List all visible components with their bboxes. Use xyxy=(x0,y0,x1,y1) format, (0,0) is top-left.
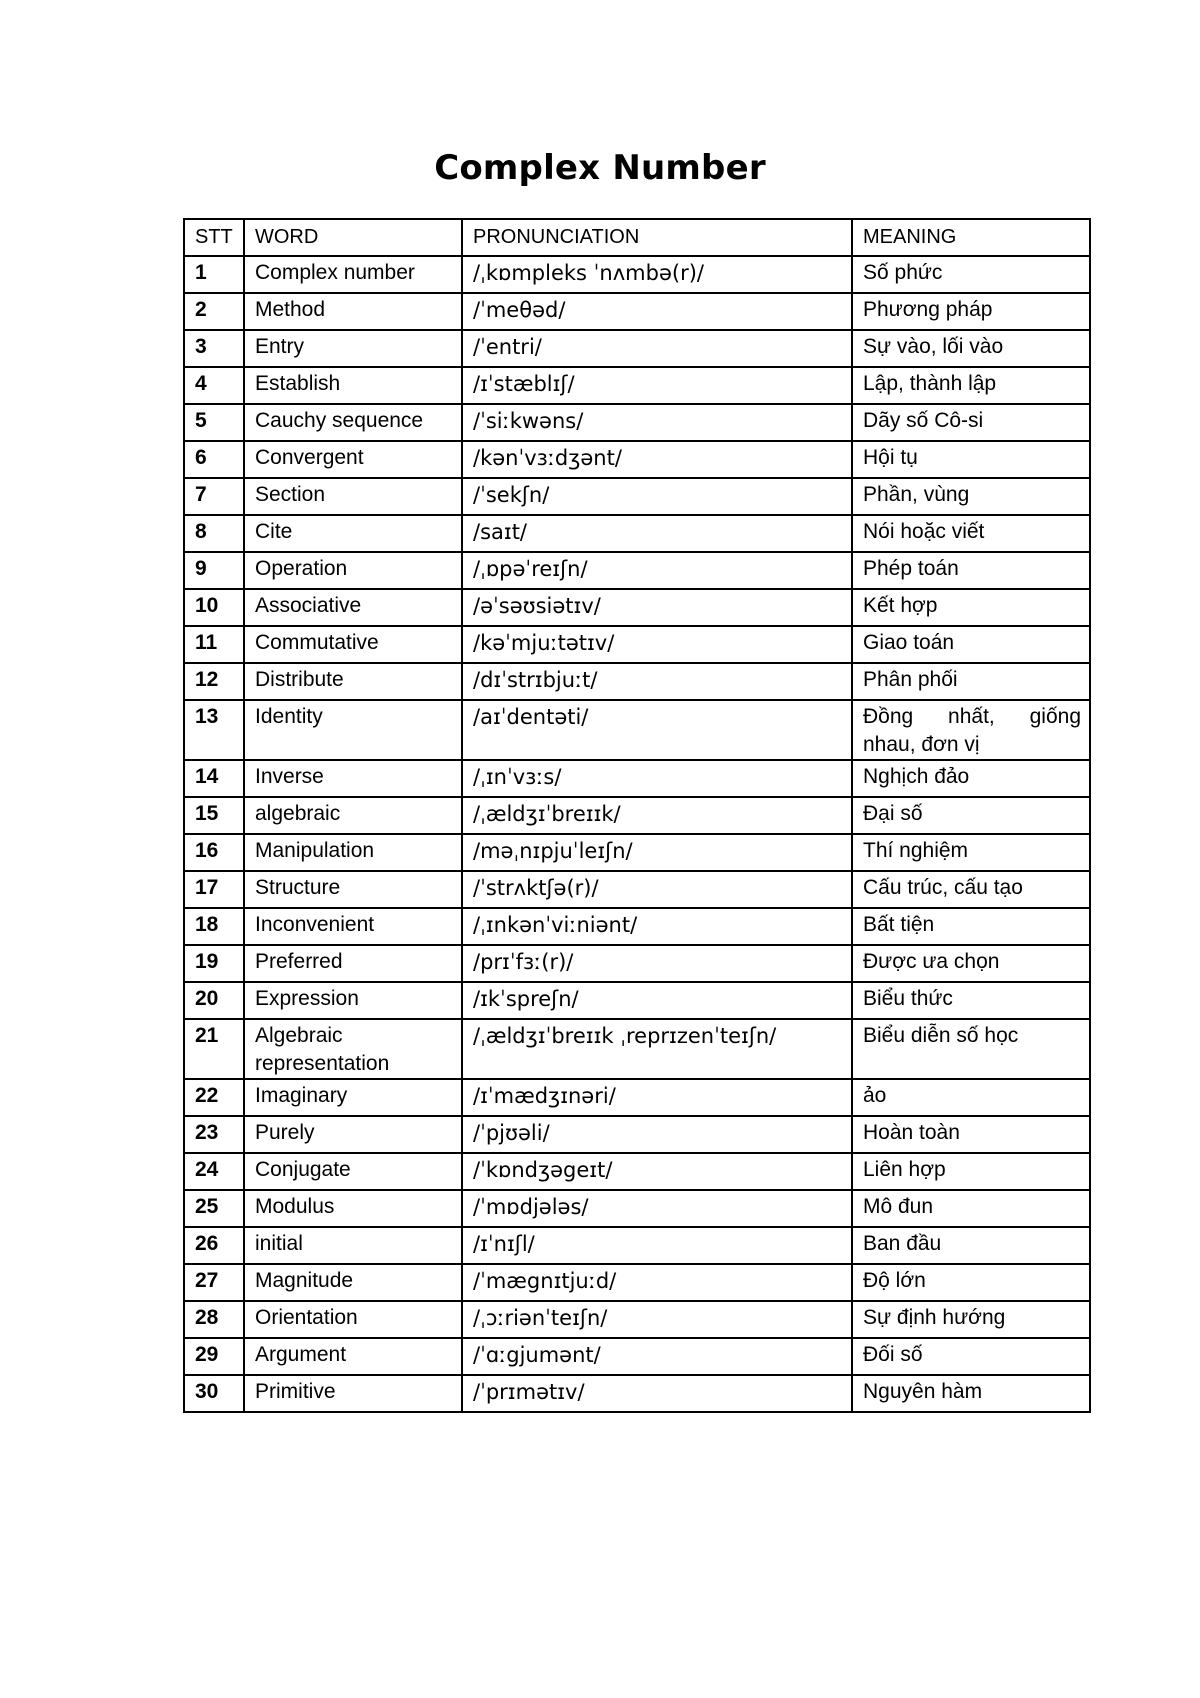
row-word: Cauchy sequence xyxy=(244,404,462,441)
row-pronunciation: /ɪˈstæblɪʃ/ xyxy=(462,367,852,404)
row-number: 11 xyxy=(184,626,244,663)
row-pronunciation: /ˈentri/ xyxy=(462,330,852,367)
row-word: Manipulation xyxy=(244,834,462,871)
table-row xyxy=(184,515,1090,552)
table-header-row xyxy=(184,219,1090,256)
row-number: 13 xyxy=(184,700,244,760)
row-word: Cite xyxy=(244,515,462,552)
row-meaning: Hội tụ xyxy=(852,441,1090,478)
row-word: Inverse xyxy=(244,760,462,797)
table-row xyxy=(184,1375,1090,1412)
table-row xyxy=(184,908,1090,945)
table-row xyxy=(184,945,1090,982)
row-word: Associative xyxy=(244,589,462,626)
row-word: Operation xyxy=(244,552,462,589)
row-number: 2 xyxy=(184,293,244,330)
table-row xyxy=(184,1019,1090,1079)
row-word: Purely xyxy=(244,1116,462,1153)
row-number: 8 xyxy=(184,515,244,552)
row-pronunciation: /kənˈvɜːdʒənt/ xyxy=(462,441,852,478)
table-row xyxy=(184,982,1090,1019)
row-number: 27 xyxy=(184,1264,244,1301)
row-meaning: Ban đầu xyxy=(852,1227,1090,1264)
row-number: 9 xyxy=(184,552,244,589)
row-pronunciation: /aɪˈdentəti/ xyxy=(462,700,852,760)
row-pronunciation: /prɪˈfɜː(r)/ xyxy=(462,945,852,982)
row-pronunciation: /ˌɔːriənˈteɪʃn/ xyxy=(462,1301,852,1338)
row-number: 21 xyxy=(184,1019,244,1079)
row-number: 5 xyxy=(184,404,244,441)
row-pronunciation: /ˈprɪmətɪv/ xyxy=(462,1375,852,1412)
row-number: 14 xyxy=(184,760,244,797)
row-word: Conjugate xyxy=(244,1153,462,1190)
vocabulary-table-body xyxy=(184,219,1090,1412)
table-row xyxy=(184,663,1090,700)
row-meaning: Được ưa chọn xyxy=(852,945,1090,982)
table-row xyxy=(184,1301,1090,1338)
header-word: WORD xyxy=(244,219,462,256)
row-pronunciation: /ˈmægnɪtjuːd/ xyxy=(462,1264,852,1301)
row-word: Commutative xyxy=(244,626,462,663)
table-row xyxy=(184,330,1090,367)
document-title: Complex Number xyxy=(434,148,766,188)
row-word: Modulus xyxy=(244,1190,462,1227)
row-pronunciation: /ˈkɒndʒəgeɪt/ xyxy=(462,1153,852,1190)
row-number: 20 xyxy=(184,982,244,1019)
table-row xyxy=(184,626,1090,663)
row-number: 15 xyxy=(184,797,244,834)
row-word: initial xyxy=(244,1227,462,1264)
row-pronunciation: /ˈmɒdjələs/ xyxy=(462,1190,852,1227)
row-word: Primitive xyxy=(244,1375,462,1412)
row-number: 12 xyxy=(184,663,244,700)
row-meaning: Giao toán xyxy=(852,626,1090,663)
row-number: 19 xyxy=(184,945,244,982)
row-meaning: Mô đun xyxy=(852,1190,1090,1227)
row-pronunciation: /dɪˈstrɪbjuːt/ xyxy=(462,663,852,700)
row-pronunciation: /ˌɒpəˈreɪʃn/ xyxy=(462,552,852,589)
row-number: 6 xyxy=(184,441,244,478)
row-number: 10 xyxy=(184,589,244,626)
table-row xyxy=(184,367,1090,404)
row-number: 16 xyxy=(184,834,244,871)
row-meaning: Thí nghiệm xyxy=(852,834,1090,871)
row-number: 30 xyxy=(184,1375,244,1412)
row-pronunciation: /saɪt/ xyxy=(462,515,852,552)
table-row xyxy=(184,1153,1090,1190)
header-meaning: MEANING xyxy=(852,219,1090,256)
row-word: Complex number xyxy=(244,256,462,293)
row-meaning: Kết hợp xyxy=(852,589,1090,626)
row-word: algebraic xyxy=(244,797,462,834)
table-row xyxy=(184,404,1090,441)
row-meaning: Phân phối xyxy=(852,663,1090,700)
row-meaning: Hoàn toàn xyxy=(852,1116,1090,1153)
row-word: Algebraic representation xyxy=(244,1019,462,1079)
row-pronunciation: /ˌældʒɪˈbreɪɪk/ xyxy=(462,797,852,834)
row-word: Distribute xyxy=(244,663,462,700)
row-meaning: Phép toán xyxy=(852,552,1090,589)
table-row xyxy=(184,589,1090,626)
header-stt: STT xyxy=(184,219,244,256)
row-number: 29 xyxy=(184,1338,244,1375)
row-meaning: Sự định hướng xyxy=(852,1301,1090,1338)
row-pronunciation: /ˌældʒɪˈbreɪɪk ˌreprɪzenˈteɪʃn/ xyxy=(462,1019,852,1079)
row-word: Entry xyxy=(244,330,462,367)
header-pronunciation: PRONUNCIATION xyxy=(462,219,852,256)
table-row xyxy=(184,478,1090,515)
row-pronunciation: /ˌkɒmpleks ˈnʌmbə(r)/ xyxy=(462,256,852,293)
row-pronunciation: /ˈpjʊəli/ xyxy=(462,1116,852,1153)
row-word: Argument xyxy=(244,1338,462,1375)
table-row xyxy=(184,1190,1090,1227)
table-row xyxy=(184,256,1090,293)
row-meaning: Biểu diễn số học xyxy=(852,1019,1090,1079)
row-meaning: Nói hoặc viết xyxy=(852,515,1090,552)
table-row xyxy=(184,552,1090,589)
row-number: 4 xyxy=(184,367,244,404)
row-pronunciation: /ˈstrʌktʃə(r)/ xyxy=(462,871,852,908)
row-word: Establish xyxy=(244,367,462,404)
row-word: Imaginary xyxy=(244,1079,462,1116)
row-meaning: Cấu trúc, cấu tạo xyxy=(852,871,1090,908)
row-pronunciation: /ˈsiːkwəns/ xyxy=(462,404,852,441)
row-word: Preferred xyxy=(244,945,462,982)
row-word: Section xyxy=(244,478,462,515)
row-number: 18 xyxy=(184,908,244,945)
row-meaning: Đại số xyxy=(852,797,1090,834)
row-word: Magnitude xyxy=(244,1264,462,1301)
row-pronunciation: /məˌnɪpjuˈleɪʃn/ xyxy=(462,834,852,871)
row-word: Inconvenient xyxy=(244,908,462,945)
row-meaning: ảo xyxy=(852,1079,1090,1116)
row-pronunciation: /kəˈmjuːtətɪv/ xyxy=(462,626,852,663)
row-word: Identity xyxy=(244,700,462,760)
row-pronunciation: /ˌɪnˈvɜːs/ xyxy=(462,760,852,797)
row-meaning: Phần, vùng xyxy=(852,478,1090,515)
row-meaning: Biểu thức xyxy=(852,982,1090,1019)
row-meaning: Liên hợp xyxy=(852,1153,1090,1190)
row-meaning: Nguyên hàm xyxy=(852,1375,1090,1412)
row-pronunciation: /ˈsekʃn/ xyxy=(462,478,852,515)
table-row xyxy=(184,441,1090,478)
row-pronunciation: /ˈmeθəd/ xyxy=(462,293,852,330)
table-row xyxy=(184,871,1090,908)
vocabulary-table xyxy=(183,218,1091,1413)
table-row xyxy=(184,1116,1090,1153)
table-row xyxy=(184,293,1090,330)
row-number: 1 xyxy=(184,256,244,293)
row-number: 3 xyxy=(184,330,244,367)
row-meaning: Sự vào, lối vào xyxy=(852,330,1090,367)
table-row xyxy=(184,1079,1090,1116)
table-row xyxy=(184,834,1090,871)
row-number: 24 xyxy=(184,1153,244,1190)
row-meaning: Độ lớn xyxy=(852,1264,1090,1301)
row-word: Method xyxy=(244,293,462,330)
row-pronunciation: /ˌɪnkənˈviːniənt/ xyxy=(462,908,852,945)
row-word: Orientation xyxy=(244,1301,462,1338)
row-meaning: Đồng nhất, giống nhau, đơn vị xyxy=(852,700,1090,760)
table-row xyxy=(184,760,1090,797)
row-number: 22 xyxy=(184,1079,244,1116)
row-meaning: Số phức xyxy=(852,256,1090,293)
row-number: 28 xyxy=(184,1301,244,1338)
row-meaning: Bất tiện xyxy=(852,908,1090,945)
row-pronunciation: /ɪˈmædʒɪnəri/ xyxy=(462,1079,852,1116)
row-word: Structure xyxy=(244,871,462,908)
row-pronunciation: /ɪkˈspreʃn/ xyxy=(462,982,852,1019)
row-meaning: Lập, thành lập xyxy=(852,367,1090,404)
row-word: Convergent xyxy=(244,441,462,478)
row-meaning: Phương pháp xyxy=(852,293,1090,330)
row-number: 23 xyxy=(184,1116,244,1153)
table-row xyxy=(184,1264,1090,1301)
row-number: 7 xyxy=(184,478,244,515)
row-number: 26 xyxy=(184,1227,244,1264)
row-meaning: Nghịch đảo xyxy=(852,760,1090,797)
row-meaning: Đối số xyxy=(852,1338,1090,1375)
row-pronunciation: /əˈsəʊsiətɪv/ xyxy=(462,589,852,626)
table-row xyxy=(184,1338,1090,1375)
row-pronunciation: /ɪˈnɪʃl/ xyxy=(462,1227,852,1264)
table-row xyxy=(184,797,1090,834)
row-number: 25 xyxy=(184,1190,244,1227)
row-pronunciation: /ˈɑːgjumənt/ xyxy=(462,1338,852,1375)
table-row xyxy=(184,700,1090,760)
row-number: 17 xyxy=(184,871,244,908)
row-meaning: Dãy số Cô-si xyxy=(852,404,1090,441)
table-row xyxy=(184,1227,1090,1264)
row-word: Expression xyxy=(244,982,462,1019)
